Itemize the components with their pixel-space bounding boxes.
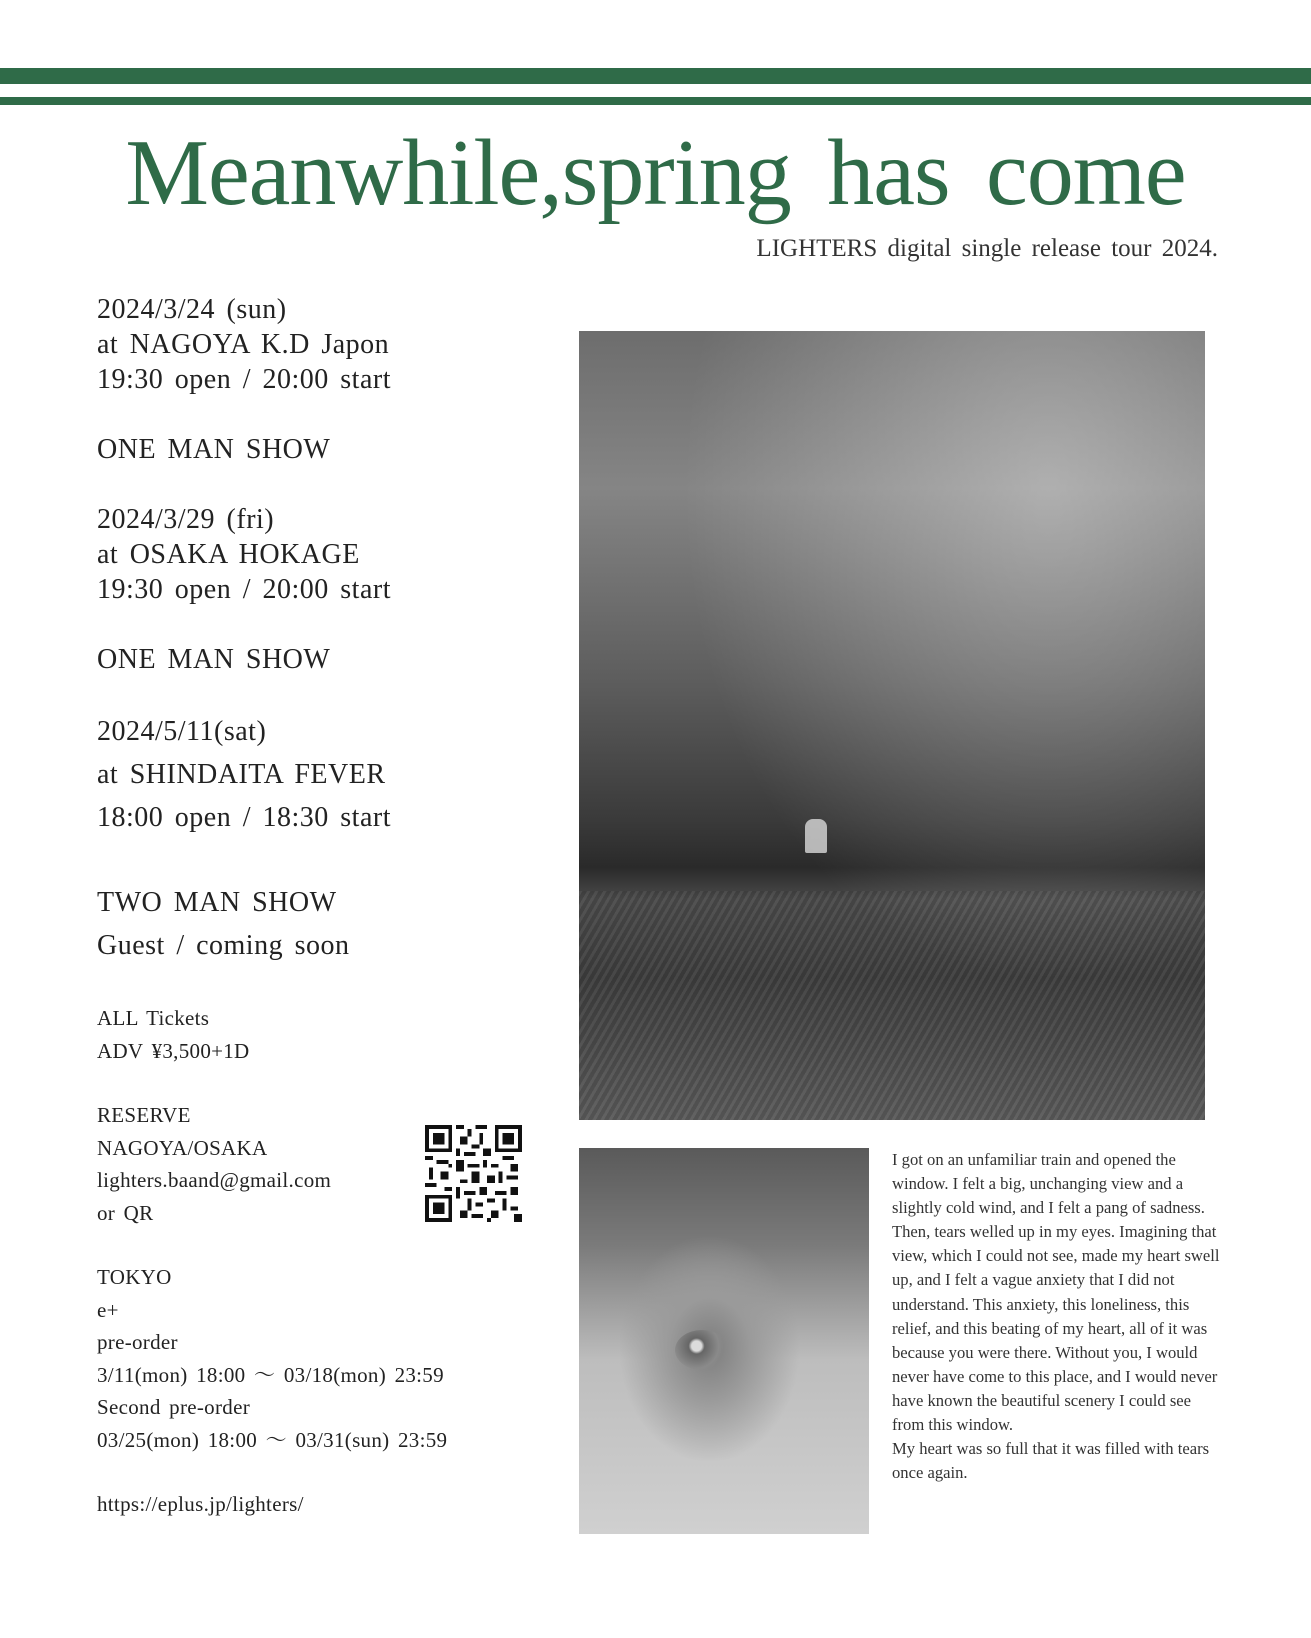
show-guest: Guest / coming soon (97, 930, 350, 961)
show-item-tokyo (97, 710, 557, 967)
story-paragraph: My heart was so full that it was filled with tears once again. (892, 1439, 1210, 1483)
show-venue: at SHINDAITA FEVER (97, 759, 386, 790)
show-time: 19:30 open / 20:00 start (97, 574, 391, 605)
show-type: ONE MAN SHOW (97, 644, 331, 675)
show-type: ONE MAN SHOW (97, 434, 331, 465)
show-item-osaka (97, 502, 557, 677)
show-time: 18:00 open / 18:30 start (97, 802, 391, 833)
preorder-label: pre-order (97, 1330, 178, 1354)
park-photo (579, 331, 1205, 1120)
ticket-info (97, 1002, 448, 1521)
show-venue: at NAGOYA K.D Japon (97, 329, 390, 360)
show-date: 2024/5/11(sat) (97, 716, 267, 747)
show-date: 2024/3/29 (fri) (97, 504, 275, 535)
show-venue: at OSAKA HOKAGE (97, 539, 360, 570)
seated-person (805, 819, 827, 853)
show-type: TWO MAN SHOW (97, 887, 337, 918)
header-bar-thick (0, 68, 1311, 84)
show-list (97, 292, 557, 967)
second-preorder-label: Second pre-order (97, 1395, 250, 1419)
reserve-label: RESERVE (97, 1103, 191, 1127)
second-preorder-period: 03/25(mon) 18:00 ～ 03/31(sun) 23:59 (97, 1427, 448, 1452)
header-bar-thin (0, 97, 1311, 105)
tickets-price: ADV ¥3,500+1D (97, 1038, 250, 1063)
eye-shape (675, 1330, 729, 1370)
reserve-email[interactable]: lighters.baand@gmail.com (97, 1168, 332, 1192)
eye-closeup-photo (579, 1148, 869, 1534)
page-subtitle: LIGHTERS digital single release tour 2024. (756, 235, 1218, 262)
show-time: 19:30 open / 20:00 start (97, 364, 391, 395)
tokyo-vendor: e+ (97, 1297, 119, 1322)
qr-code[interactable] (425, 1125, 522, 1222)
show-item-nagoya (97, 292, 557, 467)
reserve-or-qr: or QR (97, 1200, 154, 1225)
qr-code-icon (425, 1125, 522, 1222)
tickets-label: ALL Tickets (97, 1006, 210, 1030)
story-paragraph: I got on an unfamiliar train and opened the window. I felt a big, unchanging view and a slightly cold wind, and I felt a pang of sadness. Then, tears welled up in my eyes. Imagining that view, which I could not see, made my heart swell up, and I felt a vague anxiety that I did not understand. This anxiety, this loneliness, this relief, and this beating of my heart, all of it was because you were there. Without you, I would never have come to this place, and I would never have known the beautiful scenery I could see from this window. (892, 1150, 1220, 1435)
reserve-region: NAGOYA/OSAKA (97, 1135, 268, 1160)
ground-texture (579, 891, 1205, 1120)
story-text (892, 1148, 1222, 1485)
eplus-link[interactable]: https://eplus.jp/lighters/ (97, 1492, 304, 1516)
show-date: 2024/3/24 (sun) (97, 294, 287, 325)
tokyo-label: TOKYO (97, 1265, 172, 1289)
preorder-period: 3/11(mon) 18:00 ～ 03/18(mon) 23:59 (97, 1362, 444, 1387)
page-title: Meanwhile,spring has come (125, 121, 1186, 225)
